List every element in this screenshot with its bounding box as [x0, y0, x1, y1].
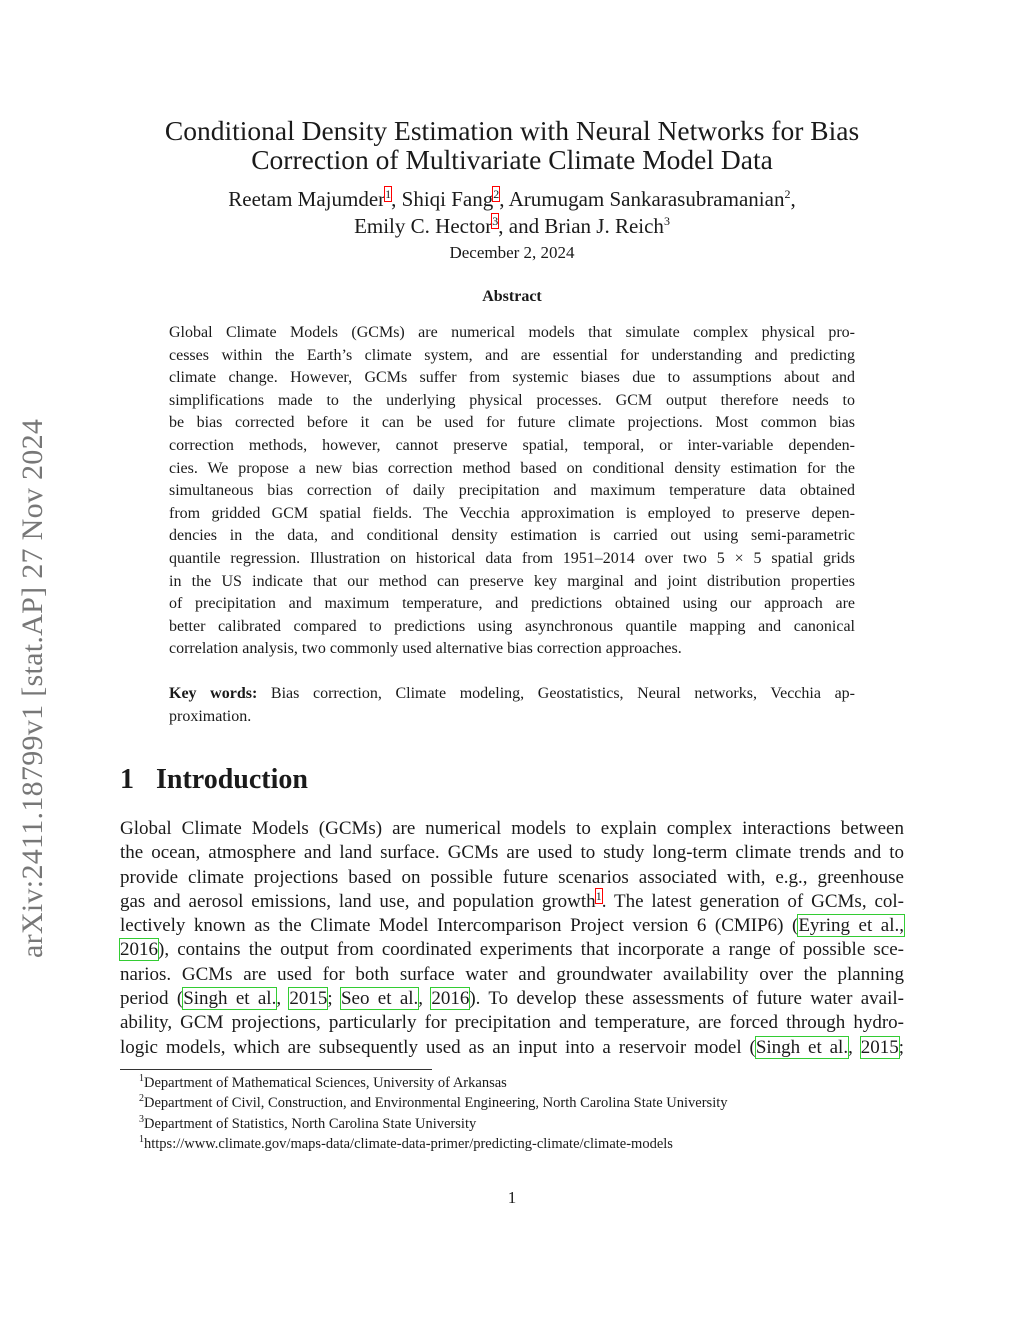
- author-line-2: [0, 213, 1024, 240]
- intro-line: narios. GCMs are used for both surface water and groundwater availability over the planning: [120, 963, 904, 985]
- keywords-line: proximation.: [169, 707, 252, 725]
- intro-text: ,: [276, 988, 290, 1010]
- author-name: Reetam Majumder: [228, 187, 386, 211]
- intro-text: ,: [418, 988, 432, 1010]
- citation-link[interactable]: 2015: [289, 988, 328, 1010]
- abstract-line: better calibrated compared to predictions using asynchronous quantile mapping and canonical: [169, 617, 855, 635]
- author-name: Emily C. Hector: [354, 214, 493, 238]
- abstract-line: dencies in the data, and conditional density estimation is carried out using semi-parametric: [169, 527, 855, 545]
- abstract-line: from gridded GCM spatial fields. The Vecchia approximation is employed to preserve depen-: [169, 504, 855, 522]
- intro-line: the ocean, atmosphere and land surface. GCMs are used to study long-term climate trends and to: [120, 842, 904, 864]
- footnote: [139, 1114, 728, 1134]
- affiliation-mark: 3: [663, 214, 670, 228]
- affiliation-link[interactable]: 2: [493, 187, 500, 201]
- abstract-line: climate change. However, GCMs suffer from systemic biases due to assumptions about and: [169, 369, 855, 387]
- footnote: [139, 1093, 728, 1113]
- citation-link[interactable]: Seo et al.: [340, 988, 419, 1010]
- citation-link[interactable]: Singh et al.: [183, 988, 277, 1010]
- keywords-text: Bias correction, Climate modeling, Geostatistics, Neural networks, Vecchia ap-: [270, 685, 855, 702]
- intro-line: [120, 938, 904, 962]
- abstract-line: correlation analysis, two commonly used alternative bias correction approaches.: [169, 640, 682, 658]
- abstract-line: be bias corrected before it can be used for future climate projections. Most common bias: [169, 414, 855, 432]
- citation-link[interactable]: 2016: [431, 988, 470, 1010]
- intro-text: period (: [120, 988, 184, 1010]
- footnote-text: Department of Statistics, North Carolina State University: [144, 1115, 477, 1132]
- intro-line: [120, 914, 904, 938]
- citation-link[interactable]: 2015: [860, 1036, 899, 1058]
- author-name: Shiqi Fang: [401, 187, 494, 211]
- footnote-text: Department of Civil, Construction, and Environmental Engineering, North Carolina State University: [144, 1095, 728, 1112]
- intro-text: . The latest generation of GCMs, col-: [601, 890, 904, 912]
- intro-text: lectively known as the Climate Model Intercomparison Project version 6 (CMIP6) (: [120, 915, 799, 937]
- intro-line: [120, 1036, 904, 1060]
- keywords-label: Key words:: [169, 685, 258, 702]
- footnote-link[interactable]: 1: [595, 888, 602, 903]
- abstract-heading: Abstract: [482, 288, 542, 305]
- keywords: [169, 683, 855, 728]
- footnote-mark: 1: [139, 1134, 144, 1146]
- abstract-line: cies. We propose a new bias correction method based on conditional density estimation for the: [169, 459, 855, 477]
- footnote-mark: 1: [139, 1073, 144, 1085]
- citation-link[interactable]: 2016: [120, 939, 158, 961]
- footnote-mark: 3: [139, 1113, 144, 1125]
- author-separator: ,: [499, 187, 509, 211]
- citation-link[interactable]: Singh et al.: [755, 1036, 849, 1058]
- intro-text: ), contains the output from coordinated experiments that incorporate a range of possible sce-: [158, 939, 904, 961]
- intro-text: ;: [327, 988, 341, 1010]
- publication-date: December 2, 2024: [449, 243, 575, 262]
- paper-title: [0, 116, 1024, 174]
- intro-text: ). To develop these assessments of future water avail-: [469, 988, 904, 1010]
- section-heading: [120, 764, 308, 796]
- affiliation-link[interactable]: 3: [492, 214, 499, 228]
- abstract-line: Global Climate Models (GCMs) are numerical models that simulate complex physical pro-: [169, 324, 855, 341]
- abstract-line: simplifications made to the underlying physical processes. GCM output therefore needs to: [169, 391, 855, 409]
- section-number: 1: [120, 764, 134, 795]
- footnote: [139, 1073, 728, 1093]
- author-name: Arumugam Sankarasubramanian: [508, 187, 785, 211]
- affiliation-link[interactable]: 1: [385, 187, 392, 201]
- abstract-line: correction methods, however, cannot preserve spatial, temporal, or inter-variable dependen-: [169, 436, 855, 454]
- abstract-line: cesses within the Earth’s climate system, and are essential for understanding and predicting: [169, 346, 855, 364]
- intro-text: logic models, which are subsequently used as an input into a reservoir model (: [120, 1036, 756, 1058]
- author-separator: , and: [498, 214, 545, 238]
- intro-line: [120, 987, 904, 1011]
- keywords-line: [169, 683, 855, 706]
- footnotes: [139, 1073, 728, 1155]
- abstract-body: [169, 322, 855, 661]
- intro-text: ,: [848, 1036, 861, 1058]
- introduction-paragraph: [120, 817, 904, 1060]
- intro-text: ;: [898, 1036, 904, 1058]
- author-name: Brian J. Reich: [544, 214, 664, 238]
- footnote-mark: 2: [139, 1093, 144, 1105]
- title-line-1: Conditional Density Estimation with Neural Networks for Bias: [164, 115, 860, 146]
- page-number: 1: [507, 1188, 517, 1207]
- abstract-line: of precipitation and maximum temperature, and predictions obtained using our approach are: [169, 595, 855, 613]
- intro-text: gas and aerosol emissions, land use, and population growth: [120, 890, 596, 912]
- citation-link[interactable]: Eyring et al.,: [798, 915, 904, 937]
- section-title: Introduction: [156, 764, 308, 795]
- abstract-line: in the US indicate that our method can preserve key marginal and joint distribution properties: [169, 572, 855, 590]
- intro-line: [120, 890, 904, 914]
- footnote-text: Department of Mathematical Sciences, University of Arkansas: [144, 1075, 507, 1091]
- affiliation-mark: 2: [784, 187, 791, 201]
- abstract-line: simultaneous bias correction of daily precipitation and maximum temperature data obtained: [169, 482, 855, 500]
- footnote-url[interactable]: https://www.climate.gov/maps-data/climate-data-primer/predicting-climate/climate-models: [144, 1136, 673, 1153]
- footnote: [139, 1134, 728, 1154]
- abstract-line: quantile regression. Illustration on historical data from 1951–2014 over two 5 × 5 spatial grids: [169, 549, 855, 567]
- intro-line: provide climate projections based on possible future scenarios associated with, e.g., greenhouse: [120, 866, 904, 888]
- author-line-1: [0, 186, 1024, 213]
- author-separator: ,: [391, 187, 402, 211]
- footnote-divider: [120, 1069, 432, 1070]
- author-list: [0, 186, 1024, 240]
- author-separator: ,: [790, 187, 796, 211]
- title-line-2: Correction of Multivariate Climate Model Data: [251, 144, 773, 175]
- intro-line: Global Climate Models (GCMs) are numerical models to explain complex interactions between: [120, 818, 904, 839]
- arxiv-identifier-stamp: arXiv:2411.18799v1 [stat.AP] 27 Nov 2024: [16, 418, 49, 958]
- intro-line: ability, GCM projections, particularly for precipitation and temperature, are forced through hydro-: [120, 1012, 904, 1034]
